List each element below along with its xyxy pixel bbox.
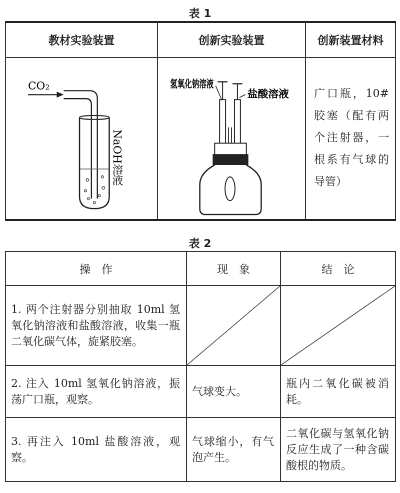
table-row xyxy=(6,286,396,366)
row1-phenomenon-empty xyxy=(187,286,281,366)
hcl-label: 盐酸溶液 xyxy=(247,88,289,101)
test-tube-diagram xyxy=(6,58,157,219)
slash-line xyxy=(187,286,280,365)
table1-header-innovative-apparatus: 创新实验装置 xyxy=(158,22,306,58)
row1-conclusion-empty xyxy=(281,286,396,366)
naoh-label-part1: 氢氧化钠溶液 xyxy=(170,78,233,91)
table1-header-materials: 创新装置材料 xyxy=(306,22,396,58)
table1-header-textbook-apparatus: 教材实验装置 xyxy=(6,22,158,58)
row2-phenomenon: 气球变大。 xyxy=(187,366,281,418)
wide-mouth-bottle-diagram xyxy=(158,58,305,219)
table1-caption: 表 1 xyxy=(188,7,212,20)
slash-line xyxy=(281,286,395,365)
table2-header-conclusion: 结 论 xyxy=(281,252,396,286)
co2-label: CO₂ xyxy=(27,79,50,93)
naoh-solution-label: NaOH溶液 xyxy=(110,129,124,186)
innovative-apparatus-diagram xyxy=(158,58,306,220)
table-row xyxy=(6,418,396,482)
textbook-apparatus-diagram xyxy=(6,58,158,220)
table2-header-operation: 操 作 xyxy=(6,252,187,286)
row2-conclusion: 瓶内二氧化碳被消耗。 xyxy=(281,366,396,418)
materials-description: 广口瓶，10# 胶塞（配有两个注射器，一根系有气球的导管） xyxy=(306,58,396,220)
table2-caption: 表 2 xyxy=(188,237,212,250)
table2 xyxy=(5,251,396,482)
row3-phenomenon: 气球缩小，有气泡产生。 xyxy=(187,418,281,482)
row3-operation: 3. 再注入 10ml 盐酸溶液，观察。 xyxy=(6,418,187,482)
table-row xyxy=(6,366,396,418)
row2-operation: 2. 注入 10ml 氢氧化钠溶液，振荡广口瓶，观察。 xyxy=(6,366,187,418)
table2-header-phenomenon: 现 象 xyxy=(187,252,281,286)
row3-conclusion: 二氧化碳与氢氧化钠反应生成了一种含碳酸根的物质。 xyxy=(281,418,396,482)
row1-operation: 1. 两个注射器分别抽取 10ml 氢氧化钠溶液和盐酸溶液，收集一瓶二氧化碳气体，旋紧胶塞。 xyxy=(6,286,187,366)
table1 xyxy=(5,21,396,221)
